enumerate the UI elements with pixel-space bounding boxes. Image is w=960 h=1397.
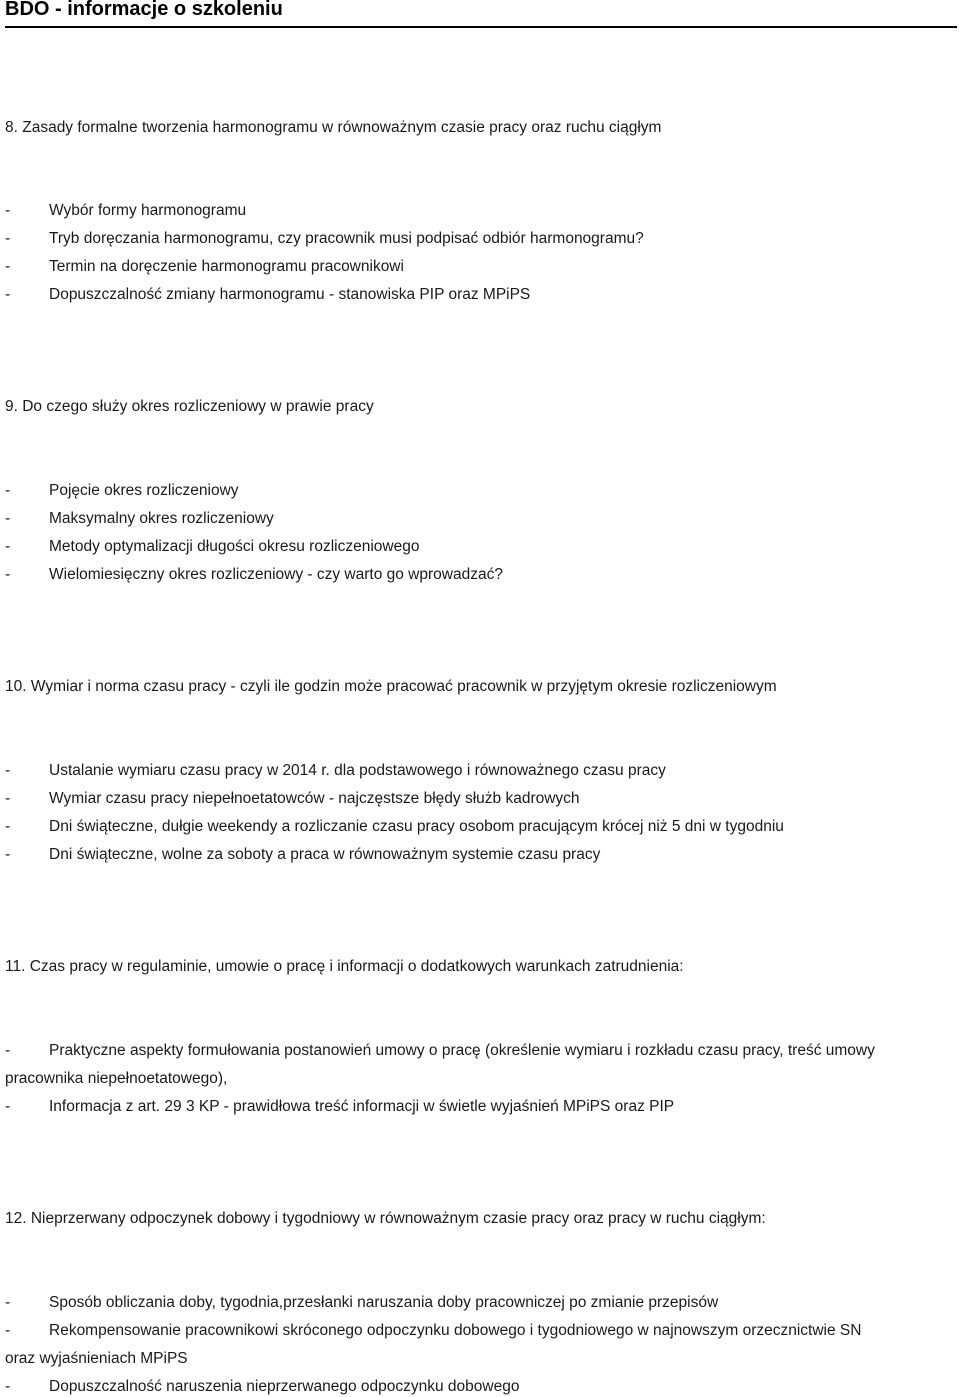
list-item-text: Dopuszczalność naruszenia nieprzerwanego odpoczynku dobowego	[49, 1378, 520, 1395]
list-item-text: Wymiar czasu pracy niepełnoetatowców - najczęstsze błędy służb kadrowych	[49, 790, 580, 807]
bullet-dash: -	[5, 1098, 11, 1115]
list-item	[5, 509, 274, 529]
list-item	[5, 537, 419, 557]
bullet-dash: -	[5, 286, 11, 303]
list-item	[5, 481, 239, 501]
bullet-dash: -	[5, 1378, 11, 1395]
bullet-dash: -	[5, 818, 11, 835]
list-item-continuation: pracownika niepełnoetatowego),	[5, 1070, 228, 1087]
list-item	[5, 789, 580, 809]
bullet-dash: -	[5, 790, 11, 807]
list-item	[5, 1321, 861, 1341]
bullet-dash: -	[5, 538, 11, 555]
section-title: 11. Czas pracy w regulaminie, umowie o pracę i informacji o dodatkowych warunkach zatrudnienia:	[5, 958, 684, 975]
list-item	[5, 229, 644, 249]
bullet-dash: -	[5, 510, 11, 527]
list-item	[5, 817, 784, 837]
bullet-dash: -	[5, 230, 11, 247]
list-item-text: Pojęcie okres rozliczeniowy	[49, 482, 239, 499]
bullet-dash: -	[5, 566, 11, 583]
list-item	[5, 1097, 674, 1117]
list-item	[5, 565, 503, 585]
bullet-dash: -	[5, 1294, 11, 1311]
page-header	[5, 0, 957, 28]
list-item-text: Maksymalny okres rozliczeniowy	[49, 510, 274, 527]
list-item-text: Ustalanie wymiaru czasu pracy w 2014 r. dla podstawowego i równoważnego czasu pracy	[49, 762, 666, 779]
list-item-text: Wybór formy harmonogramu	[49, 202, 247, 219]
bullet-dash: -	[5, 482, 11, 499]
bullet-dash: -	[5, 202, 11, 219]
bullet-dash: -	[5, 846, 11, 863]
page-title: BDO - informacje o szkoleniu	[5, 0, 283, 20]
section-title: 10. Wymiar i norma czasu pracy - czyli ile godzin może pracować pracownik w przyjętym okresie rozliczeniowym	[5, 678, 777, 695]
list-item-text: Praktyczne aspekty formułowania postanowień umowy o pracę (określenie wymiaru i rozkładu czasu pracy, treść umowy	[49, 1042, 875, 1059]
list-item	[5, 845, 600, 865]
bullet-dash: -	[5, 1322, 11, 1339]
list-item-text: Metody optymalizacji długości okresu rozliczeniowego	[49, 538, 420, 555]
list-item	[5, 257, 404, 277]
bullet-dash: -	[5, 1042, 11, 1059]
list-item	[5, 201, 246, 221]
list-item-text: Termin na doręczenie harmonogramu pracownikowi	[49, 258, 404, 275]
list-item-text: Informacja z art. 29 3 KP - prawidłowa treść informacji w świetle wyjaśnień MPiPS oraz PIP	[49, 1098, 675, 1115]
list-item	[5, 761, 666, 781]
list-item-text: Wielomiesięczny okres rozliczeniowy - czy warto go wprowadzać?	[49, 566, 503, 583]
list-item-text: Dni świąteczne, wolne za soboty a praca w równoważnym systemie czasu pracy	[49, 846, 601, 863]
list-item-text: Tryb doręczania harmonogramu, czy pracownik musi podpisać odbiór harmonogramu?	[49, 230, 644, 247]
section-title: 9. Do czego służy okres rozliczeniowy w prawie pracy	[5, 398, 374, 415]
list-item	[5, 1293, 718, 1313]
list-item-continuation: oraz wyjaśnieniach MPiPS	[5, 1350, 188, 1367]
bullet-dash: -	[5, 258, 11, 275]
list-item	[5, 1377, 519, 1397]
list-item	[5, 285, 530, 305]
list-item-text: Sposób obliczania doby, tygodnia,przesłanki naruszania doby pracowniczej po zmianie przepisów	[49, 1294, 719, 1311]
section-title: 8. Zasady formalne tworzenia harmonogramu w równoważnym czasie pracy oraz ruchu ciągłym	[5, 119, 662, 136]
section-title: 12. Nieprzerwany odpoczynek dobowy i tygodniowy w równoważnym czasie pracy oraz pracy w ruchu ciągłym:	[5, 1210, 766, 1227]
bullet-dash: -	[5, 762, 11, 779]
list-item-text: Dni świąteczne, dułgie weekendy a rozliczanie czasu pracy osobom pracującym krócej niż 5 dni w tygodniu	[49, 818, 784, 835]
list-item-text: Rekompensowanie pracownikowi skróconego odpoczynku dobowego i tygodniowego w najnowszym orzecznictwie SN	[49, 1322, 862, 1339]
list-item-text: Dopuszczalność zmiany harmonogramu - stanowiska PIP oraz MPiPS	[49, 286, 531, 303]
list-item	[5, 1041, 875, 1061]
